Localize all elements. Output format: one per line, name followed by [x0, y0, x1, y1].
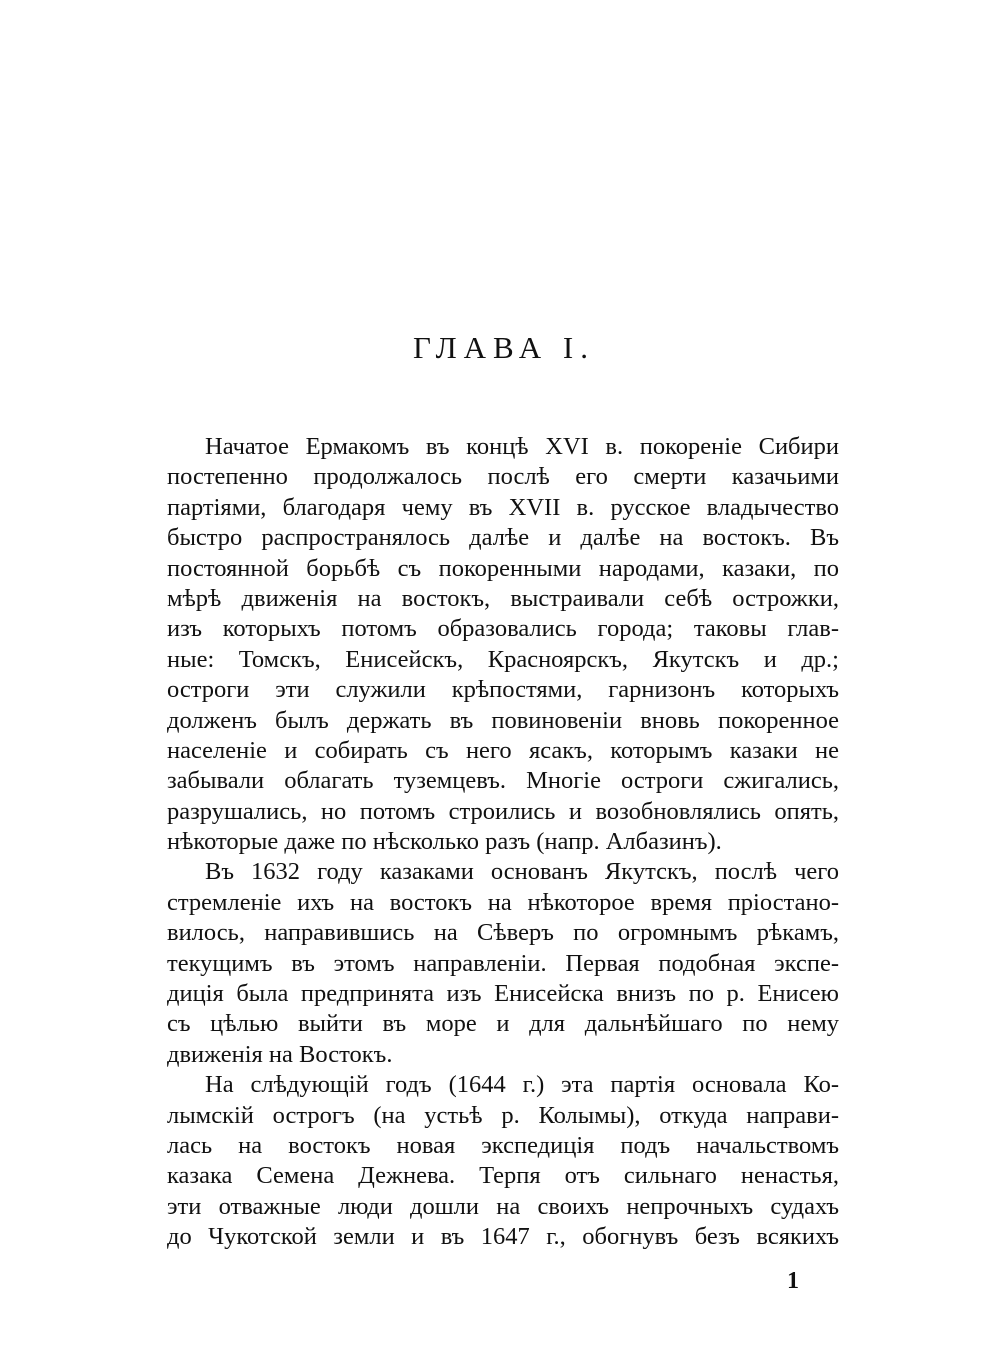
paragraph-3 [167, 1070, 839, 1252]
text-line: лась на востокъ новая экспедиція подъ начальствомъ [167, 1131, 839, 1159]
text-line: нѣкоторые даже по нѣсколько разъ (напр. Албазинъ). [167, 828, 722, 856]
text-line: изъ которыхъ потомъ образовались города; таковы глав- [167, 615, 839, 643]
text-line: стремленіе ихъ на востокъ на нѣкоторое время пріостано- [167, 888, 839, 916]
text-line: до Чукотской земли и въ 1647 г., обогнувъ безъ всякихъ [167, 1223, 839, 1251]
text-line: постоянной борьбѣ съ покоренными народами, казаки, по [167, 554, 839, 582]
text-line: лымскій острогъ (на устьѣ р. Колымы), откуда направи- [167, 1101, 839, 1129]
page-number: 1 [787, 1268, 799, 1294]
text-line: постепенно продолжалось послѣ его смерти казачьими [167, 463, 839, 491]
text-line: быстро распространялось далѣе и далѣе на востокъ. Въ [167, 524, 839, 552]
text-line: забывали облагать туземцевъ. Многіе остроги сжигались, [167, 767, 839, 795]
text-line: текущимъ въ этомъ направленіи. Первая подобная экспе- [167, 949, 839, 977]
chapter-heading: ГЛАВА I. [413, 330, 595, 365]
text-line: На слѣдующій годъ (1644 г.) эта партія основала Ко- [205, 1071, 839, 1099]
text-line: движенія на Востокъ. [167, 1040, 393, 1068]
text-line: ные: Томскъ, Енисейскъ, Красноярскъ, Якутскъ и др.; [167, 645, 839, 673]
text-line: съ цѣлью выйти въ море и для дальнѣйшаго по нему [167, 1010, 839, 1038]
body-text [167, 432, 839, 1253]
text-line: казака Семена Дежнева. Терпя отъ сильнаго ненастья, [167, 1162, 839, 1190]
text-line: долженъ былъ держать въ повиновеніи вновь покоренное [167, 706, 839, 734]
text-line: мѣрѣ движенія на востокъ, выстраивали себѣ острожки, [167, 584, 839, 612]
text-line: остроги эти служили крѣпостями, гарнизонъ которыхъ [167, 676, 839, 704]
text-line: диція была предпринята изъ Енисейска внизъ по р. Енисею [167, 980, 839, 1008]
paragraph-2 [167, 857, 839, 1070]
text-line: эти отважные люди дошли на своихъ непрочныхъ судахъ [167, 1192, 839, 1220]
paragraph-1 [167, 432, 839, 857]
text-line: вилось, направившись на Сѣверъ по огромнымъ рѣкамъ, [167, 919, 839, 947]
text-line: Начатое Ермакомъ въ концѣ XVI в. покореніе Сибири [205, 433, 839, 460]
text-line: разрушались, но потомъ строились и возобновлялись опять, [167, 797, 839, 825]
text-line: населеніе и собирать съ него ясакъ, которымъ казаки не [167, 736, 839, 764]
text-line: Въ 1632 году казаками основанъ Якутскъ, послѣ чего [205, 858, 839, 886]
text-line: партіями, благодаря чему въ XVII в. русское владычество [167, 493, 839, 521]
